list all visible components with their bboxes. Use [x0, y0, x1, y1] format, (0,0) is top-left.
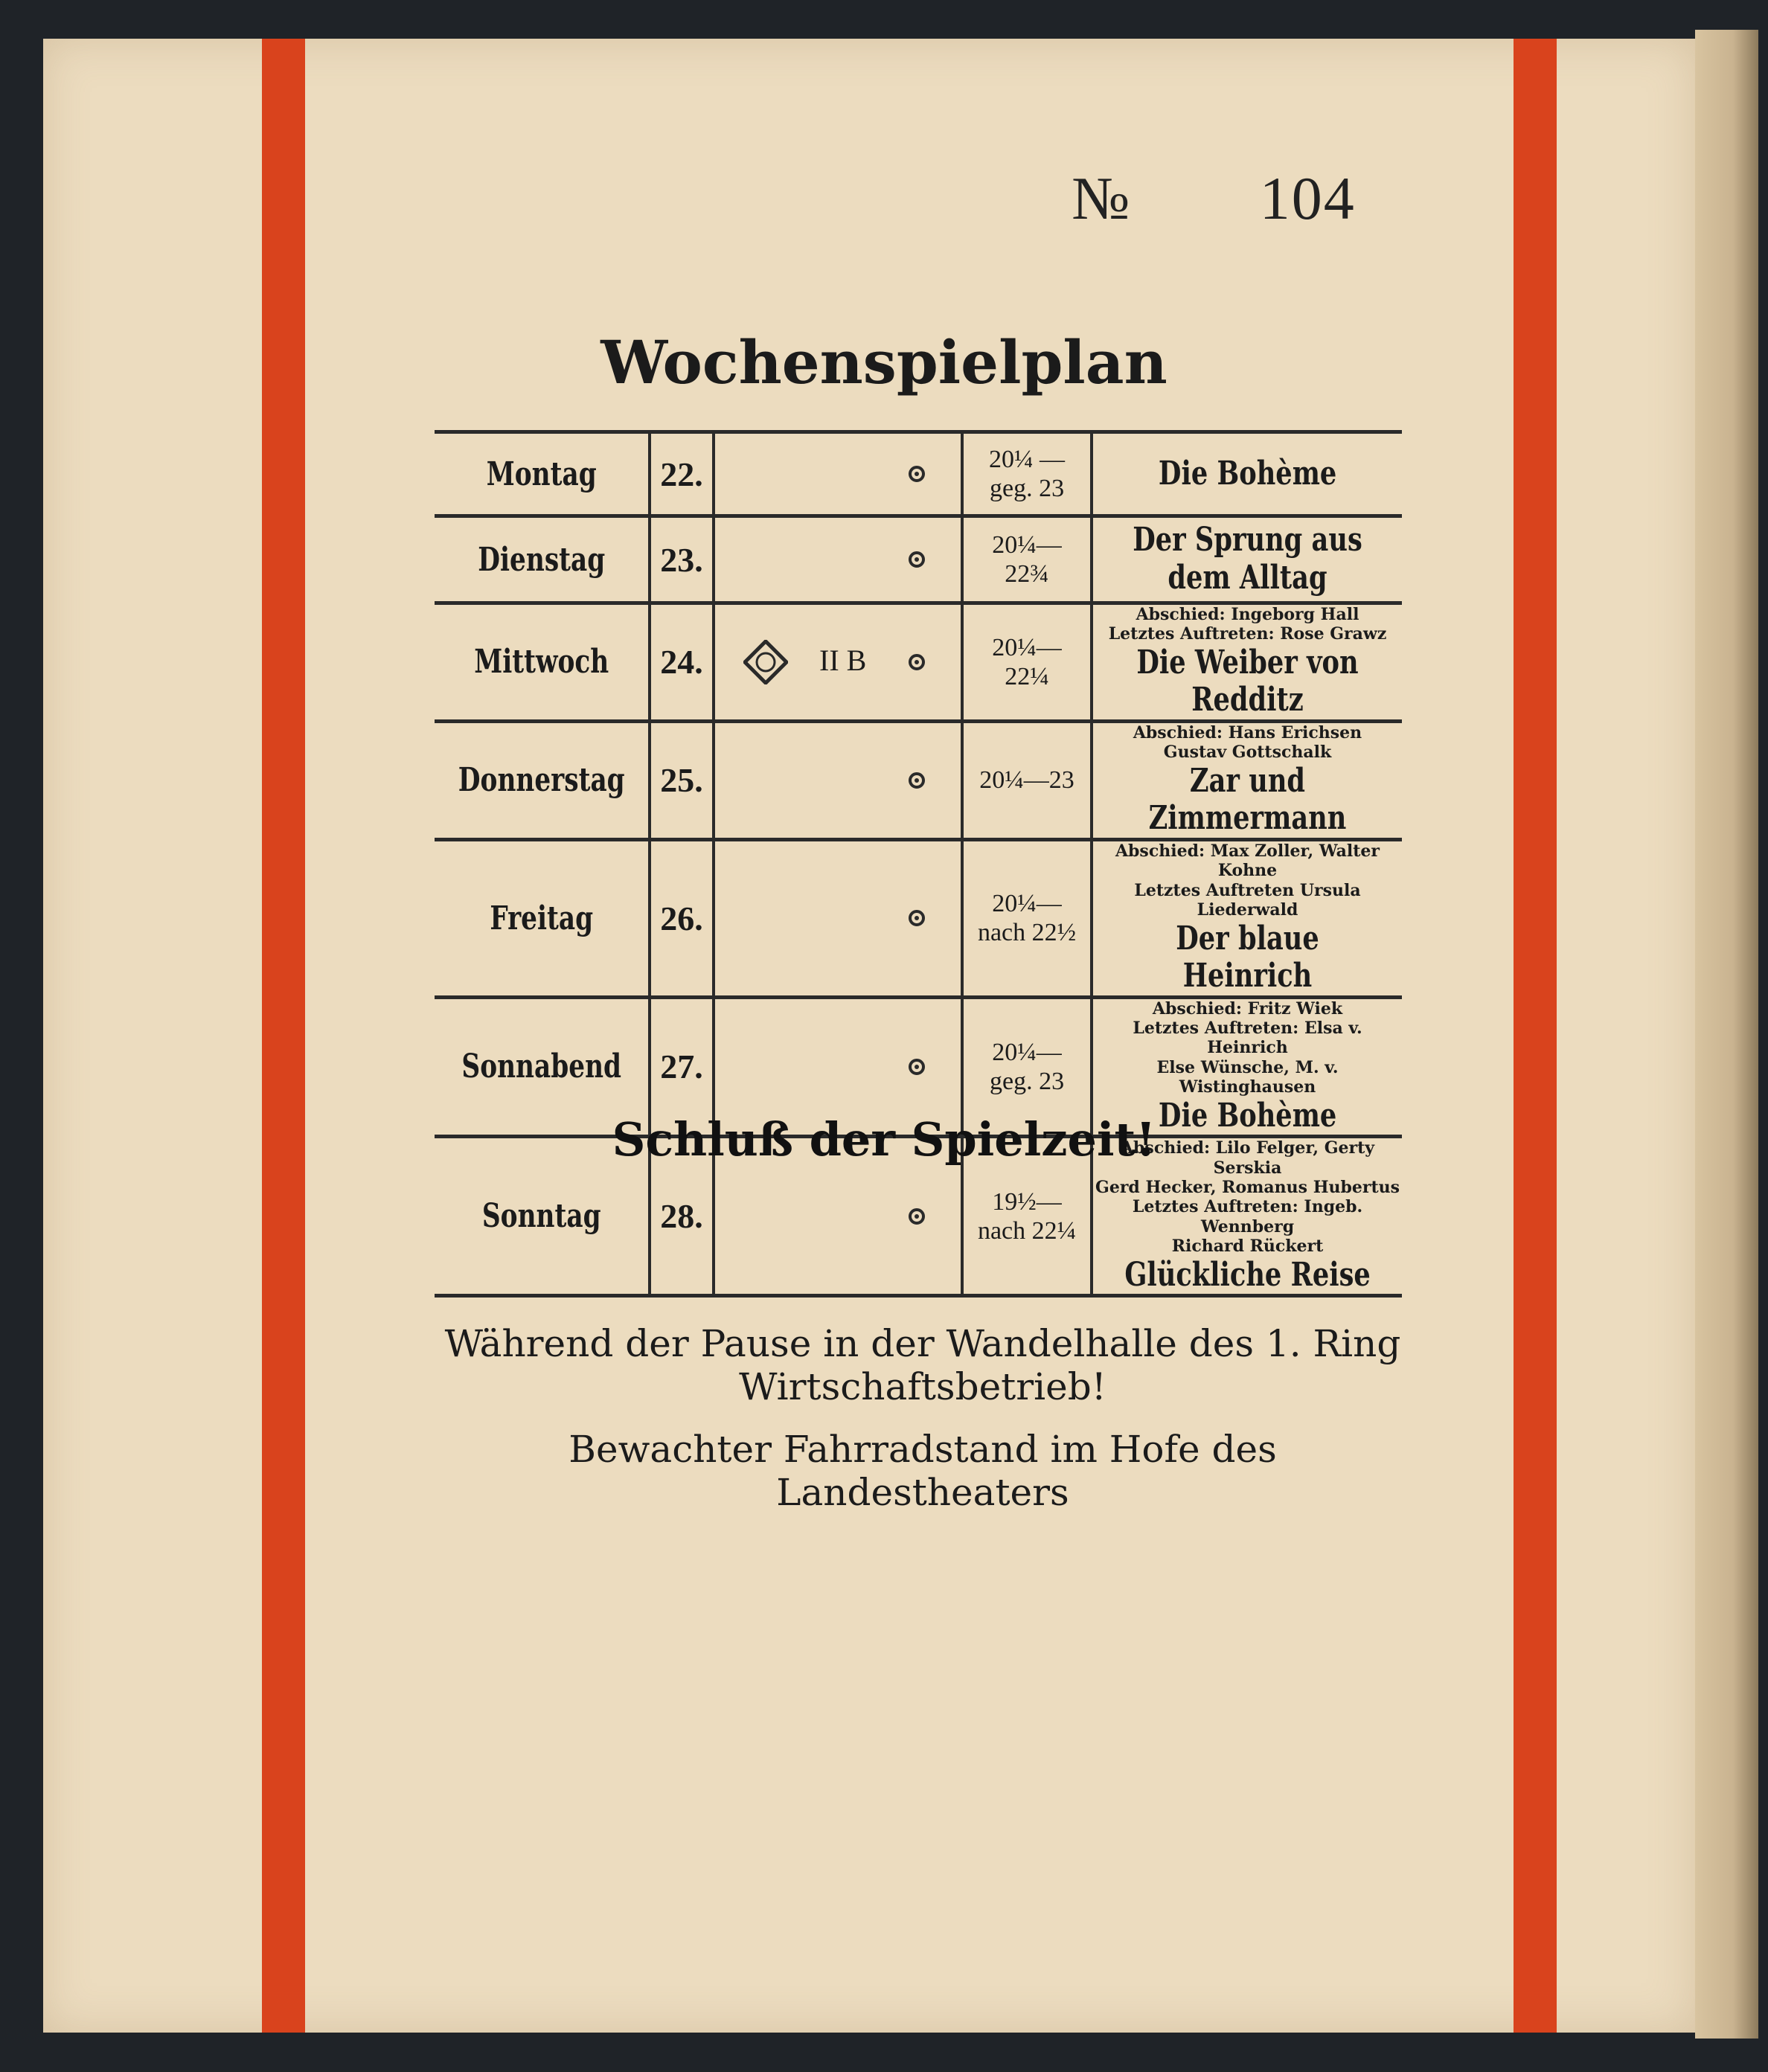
cast-note: Gerd Hecker, Romanus Hubertus [1095, 1178, 1400, 1198]
date-cell: 25. [650, 721, 714, 839]
page-title: Wochenspielplan [600, 327, 1168, 397]
intermission-notice: Während der Pause in der Wandelhalle des 1. Ring Wirtschaftsbetrieb! [444, 1322, 1401, 1408]
day-cell: Freitag [458, 839, 626, 997]
cast-note: Abschied: Max Zoller, Walter Kohne [1115, 841, 1380, 881]
issue-number [1072, 164, 1356, 234]
info-cell [714, 839, 962, 997]
info-cell [714, 721, 962, 839]
time-start: 20¼— [992, 890, 1062, 918]
table-row [435, 721, 1402, 839]
date-cell: 24. [650, 603, 714, 722]
diamond-emblem-icon [743, 640, 788, 684]
cast-note: Gustav Gottschalk [1163, 742, 1332, 763]
time-cell [962, 721, 1092, 839]
cast-note: Abschied: Hans Erichsen [1133, 722, 1362, 742]
time-cell [962, 603, 1092, 722]
play-cell [1092, 516, 1402, 603]
table-row [435, 839, 1402, 997]
time-start: 20¼ — [989, 445, 1066, 473]
day-cell: Montag [458, 432, 626, 516]
day-cell: Mittwoch [458, 603, 626, 722]
time-end: 22¾ [1005, 560, 1049, 588]
cast-note: Else Wünsche, M. v. Wistinghausen [1156, 1057, 1339, 1097]
cast-note: Abschied: Fritz Wiek [1152, 998, 1343, 1019]
time-start: 19½— [992, 1187, 1062, 1216]
info-cell [714, 603, 962, 722]
table-row [435, 603, 1402, 722]
day-cell: Sonntag [458, 1137, 626, 1296]
date-cell: 28. [650, 1137, 714, 1296]
issue-label: № [1072, 164, 1132, 232]
play-cell [1092, 721, 1402, 839]
cast-note: Letztes Auftreten Ursula Liederwald [1134, 880, 1361, 920]
play-cell [1092, 432, 1402, 516]
play-cell [1092, 839, 1402, 997]
info-cell [714, 432, 962, 516]
cast-note: Abschied: Ingeborg Hall [1136, 605, 1359, 624]
time-start: 20¼— [992, 1038, 1062, 1066]
cast-note: Letztes Auftreten: Elsa v. Heinrich [1133, 1019, 1362, 1058]
play-title: Der blaue Heinrich [1176, 919, 1319, 995]
time-end: geg. 23 [989, 1067, 1065, 1095]
time-start: 20¼—23 [979, 766, 1074, 795]
date-cell: 27. [650, 997, 714, 1137]
day-cell: Dienstag [458, 516, 626, 603]
cast-note: Richard Rückert [1171, 1237, 1324, 1257]
play-title: Die Weiber von Redditz [1136, 643, 1359, 719]
date-cell: 22. [650, 432, 714, 516]
time-cell [962, 432, 1092, 516]
date-cell: 23. [650, 516, 714, 603]
play-title: Glückliche Reise [1124, 1255, 1371, 1294]
series-label: II B [819, 643, 867, 677]
table-row [435, 516, 1402, 603]
time-cell [962, 516, 1092, 603]
season-end-heading: Schluß der Spielzeit! [612, 1112, 1156, 1167]
schedule-table [435, 430, 1402, 1298]
time-end: nach 22½ [977, 919, 1077, 947]
time-end: geg. 23 [989, 475, 1065, 502]
date-cell: 26. [650, 839, 714, 997]
day-cell: Donnerstag [458, 721, 626, 839]
bicycle-notice: Bewachter Fahrradstand im Hofe des Landestheaters [568, 1428, 1277, 1514]
ring-icon [909, 466, 925, 482]
play-cell [1092, 603, 1402, 722]
time-start: 20¼— [992, 633, 1062, 661]
play-title: Der Sprung aus dem Alltag [1133, 521, 1362, 597]
cast-note: Letztes Auftreten: Ingeb. Wennberg [1132, 1197, 1363, 1237]
ring-icon [909, 654, 925, 670]
time-end: nach 22¼ [977, 1216, 1077, 1245]
ring-icon [909, 551, 925, 568]
ring-icon [909, 772, 925, 789]
time-cell [962, 839, 1092, 997]
ring-icon [909, 1208, 925, 1225]
day-cell: Sonnabend [458, 997, 626, 1137]
time-end: 22¼ [1005, 662, 1049, 690]
play-title: Die Bohème [1158, 454, 1337, 493]
play-title: Die Bohème [1158, 1096, 1337, 1135]
table-row [435, 432, 1402, 516]
info-cell [714, 516, 962, 603]
ring-icon [909, 910, 925, 926]
cast-note: Abschied: Lilo Felger, Gerty Serskia [1120, 1138, 1375, 1178]
ring-icon [909, 1059, 925, 1075]
issue-value: 104 [1259, 164, 1356, 232]
play-title: Zar und Zimmermann [1148, 761, 1347, 838]
cast-note: Letztes Auftreten: Rose Grawz [1108, 624, 1387, 644]
time-start: 20¼— [992, 530, 1062, 559]
